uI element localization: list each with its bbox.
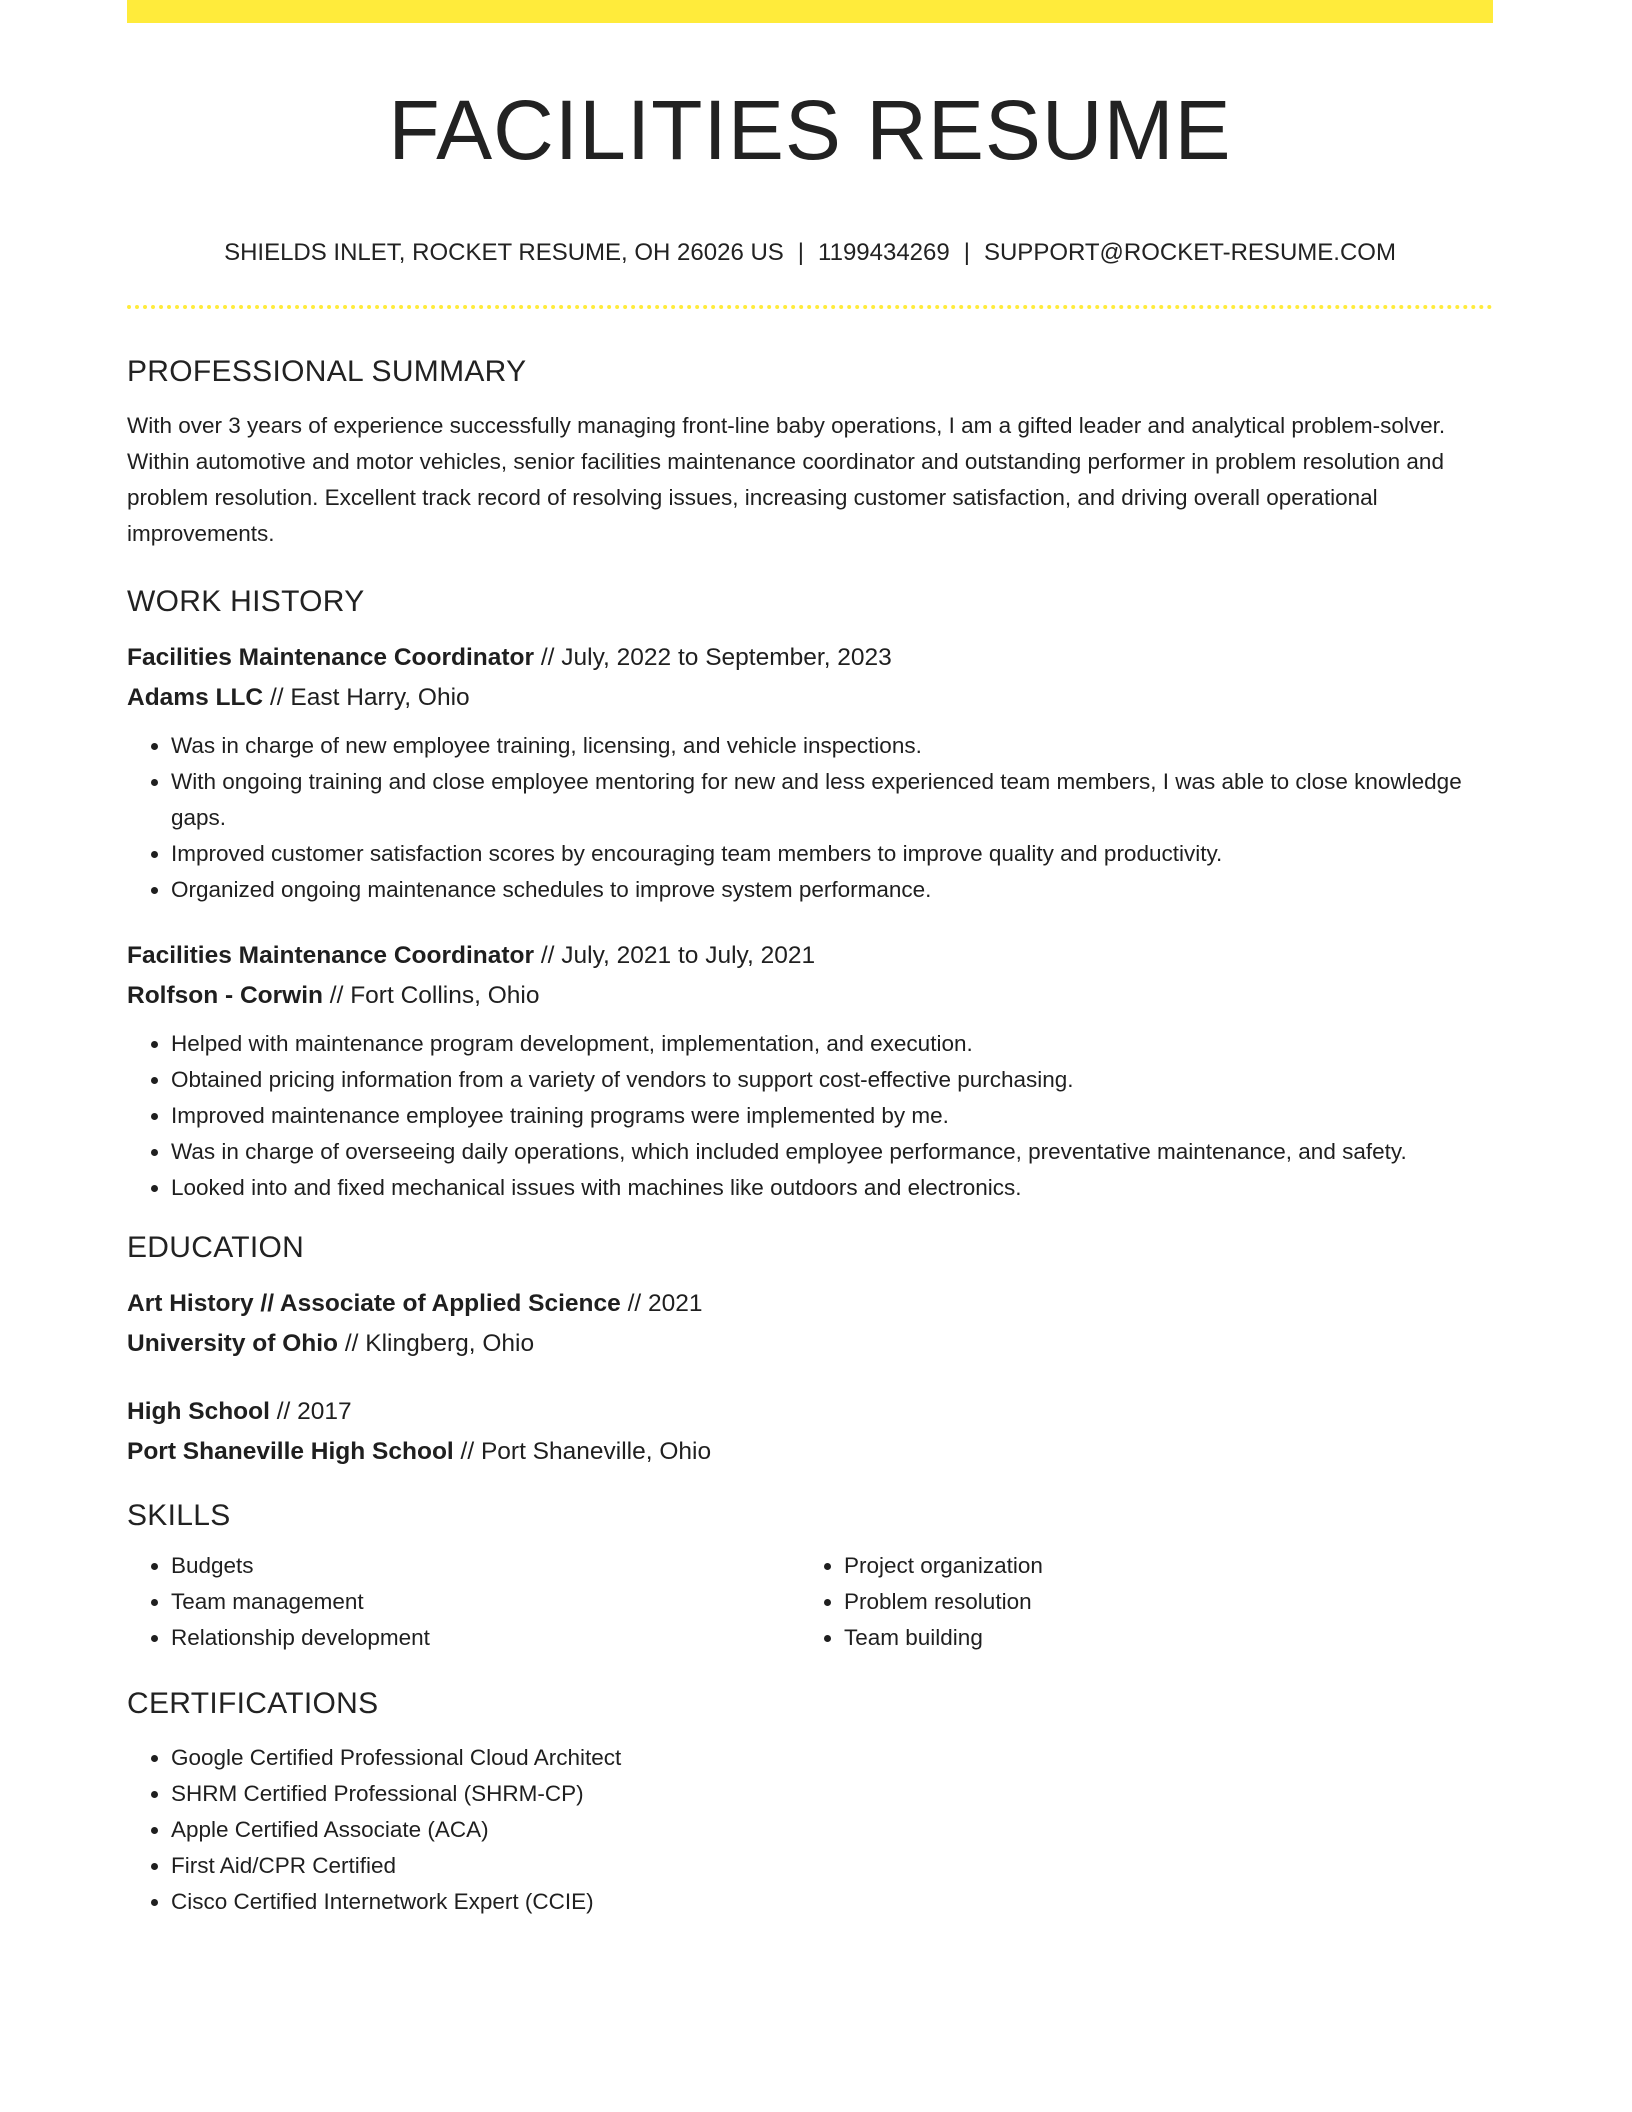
contact-email: SUPPORT@ROCKET-RESUME.COM xyxy=(983,239,1396,266)
school: University of Ohio xyxy=(127,1330,339,1357)
contact-line xyxy=(127,236,1493,270)
job-location: // Fort Collins, Ohio xyxy=(322,982,540,1009)
job-company-line xyxy=(127,976,1493,1016)
work-history-heading: WORK HISTORY xyxy=(127,585,365,618)
list-item: • Looked into and fixed mechanical issues with machines like outdoors and electronics. xyxy=(171,1170,1493,1206)
degree-year: // 2017 xyxy=(269,1398,352,1425)
contact-separator: | xyxy=(797,239,805,266)
list-item: • SHRM Certified Professional (SHRM-CP) xyxy=(171,1776,1493,1812)
job-company: Rolfson - Corwin xyxy=(127,982,323,1009)
list-item: • Organized ongoing maintenance schedules to improve system performance. xyxy=(171,872,1493,908)
education-entry xyxy=(127,1284,1493,1364)
school-line xyxy=(127,1432,1493,1472)
list-item: • Helped with maintenance program development, implementation, and execution. xyxy=(171,1026,1493,1062)
list-item: • Cisco Certified Internetwork Expert (CCIE) xyxy=(171,1884,1493,1920)
list-item: • Was in charge of overseeing daily operations, which included employee performance, preventative maintenance, and safety. xyxy=(171,1134,1493,1170)
education-entry xyxy=(127,1392,1493,1472)
degree-line xyxy=(127,1392,1493,1432)
degree-line xyxy=(127,1284,1493,1324)
list-item: • Team management xyxy=(171,1584,800,1620)
list-item: • Apple Certified Associate (ACA) xyxy=(171,1812,1493,1848)
skills-column-left xyxy=(127,1548,800,1656)
list-item: • First Aid/CPR Certified xyxy=(171,1848,1493,1884)
job-bullets xyxy=(127,1026,1493,1206)
contact-address: SHIELDS INLET, ROCKET RESUME, OH 26026 US xyxy=(224,239,784,266)
school: Port Shaneville High School xyxy=(127,1438,454,1465)
job-title-line xyxy=(127,936,1493,976)
education-heading: EDUCATION xyxy=(127,1231,305,1264)
contact-phone: 1199434269 xyxy=(818,239,950,266)
summary-text: With over 3 years of experience successfully managing front-line baby operations, I am a gifted leader and analytical problem-solver. Within automotive and motor vehicles, senior facilities maintenance coordinator and outstanding performer in problem resolution and problem resolution. Excellent track record of resolving issues, increasing customer satisfaction, and driving overall operational improvements. xyxy=(127,413,1446,546)
job-bullets xyxy=(127,728,1493,908)
list-item: • Problem resolution xyxy=(844,1584,1473,1620)
school-location: // Port Shaneville, Ohio xyxy=(453,1438,712,1465)
list-item: • Google Certified Professional Cloud Architect xyxy=(171,1740,1493,1776)
list-item: • Was in charge of new employee training, licensing, and vehicle inspections. xyxy=(171,728,1493,764)
resume-title: FACILITIES RESUME xyxy=(388,83,1232,177)
school-line xyxy=(127,1324,1493,1364)
school-location: // Klingberg, Ohio xyxy=(338,1330,535,1357)
job-title: Facilities Maintenance Coordinator xyxy=(127,644,535,671)
degree: High School xyxy=(127,1398,270,1425)
list-item: • Relationship development xyxy=(171,1620,800,1656)
degree-year: // 2021 xyxy=(620,1290,703,1317)
list-item: • Budgets xyxy=(171,1548,800,1584)
skills-heading: SKILLS xyxy=(127,1499,231,1532)
job-title-line xyxy=(127,638,1493,678)
summary-heading: PROFESSIONAL SUMMARY xyxy=(127,355,527,388)
accent-top-bar xyxy=(127,0,1493,23)
job-entry xyxy=(127,638,1493,908)
resume-body xyxy=(127,350,1493,1920)
contact-separator: | xyxy=(963,239,970,266)
job-dates: // July, 2021 to July, 2021 xyxy=(534,942,816,969)
list-item: • Project organization xyxy=(844,1548,1473,1584)
job-company-line xyxy=(127,678,1493,718)
dotted-divider xyxy=(127,305,1493,309)
degree: Art History // Associate of Applied Science xyxy=(127,1290,621,1317)
list-item: • Obtained pricing information from a variety of vendors to support cost-effective purchasing. xyxy=(171,1062,1493,1098)
list-item: • Improved maintenance employee training programs were implemented by me. xyxy=(171,1098,1493,1134)
list-item: • With ongoing training and close employee mentoring for new and less experienced team members, I was able to close knowledge gaps. xyxy=(171,764,1493,836)
job-location: // East Harry, Ohio xyxy=(263,684,470,711)
job-entry xyxy=(127,936,1493,1206)
list-item: • Improved customer satisfaction scores by encouraging team members to improve quality and productivity. xyxy=(171,836,1493,872)
certifications-heading: CERTIFICATIONS xyxy=(127,1687,379,1720)
job-company: Adams LLC xyxy=(127,684,264,711)
skills-column-right xyxy=(800,1548,1473,1656)
job-title: Facilities Maintenance Coordinator xyxy=(127,942,535,969)
skills-grid xyxy=(127,1548,1493,1656)
certifications-list xyxy=(127,1740,1493,1920)
job-dates: // July, 2022 to September, 2023 xyxy=(534,644,892,671)
list-item: • Team building xyxy=(844,1620,1473,1656)
